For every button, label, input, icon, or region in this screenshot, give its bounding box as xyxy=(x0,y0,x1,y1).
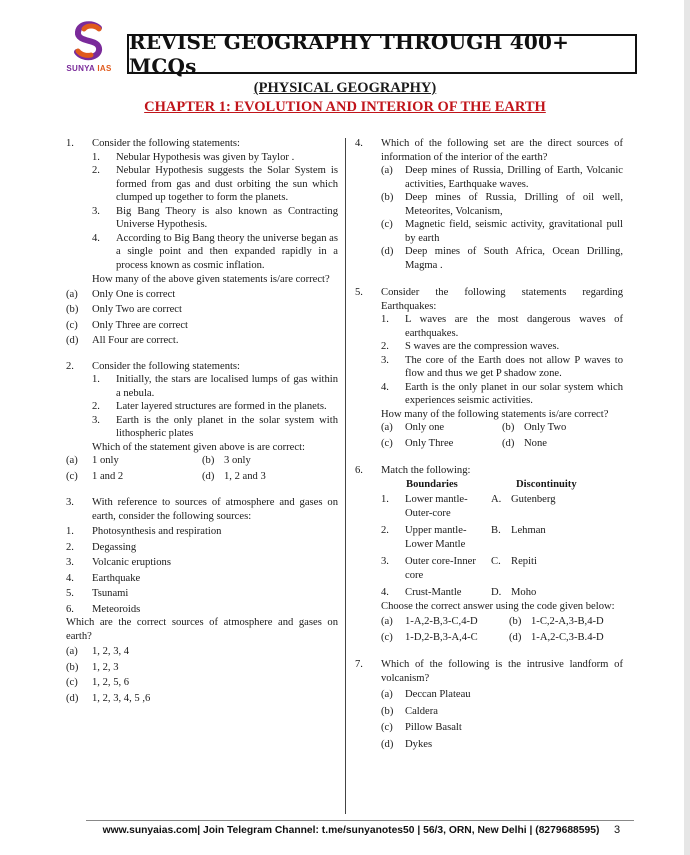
right-column xyxy=(355,137,623,751)
statement-list xyxy=(381,313,623,408)
option: (b) Only Two xyxy=(502,422,567,433)
option: (a) Only One is correct xyxy=(66,288,176,300)
page-title: REVISE GEOGRAPHY THROUGH 400+ MCQs xyxy=(129,30,570,78)
statement: 2. S waves are the compression waves. xyxy=(381,341,560,352)
option: (c) 1-D,2-B,3-A,4-C xyxy=(381,631,478,643)
question-number: 5. xyxy=(355,287,363,298)
statement: 3. Volcanic eruptions xyxy=(66,557,171,568)
match-row: 3. Outer core-Inner core C. Repiti xyxy=(381,556,537,581)
question-number: 1. xyxy=(66,138,74,149)
page-number: 3 xyxy=(614,824,621,836)
option-grid xyxy=(381,421,623,450)
option: (c) Only Three xyxy=(381,437,454,449)
question-number: 7. xyxy=(355,659,363,670)
option: (b) Caldera xyxy=(381,705,438,717)
chapter-title: CHAPTER 1: EVOLUTION AND INTERIOR OF THE EARTH xyxy=(144,99,546,115)
match-row: 1. Lower mantle-Outer-core A. Gutenberg xyxy=(381,494,556,519)
option: (d) 1, 2 and 3 xyxy=(202,470,266,482)
question-number: 2. xyxy=(66,360,74,372)
option: (d) None xyxy=(502,437,547,449)
question-text: With reference to sources of atmosphere and gases on earth, consider the following sources: xyxy=(92,497,338,522)
question-number: 4. xyxy=(355,138,363,149)
footer-rule xyxy=(86,820,634,821)
question-prompt: Which of the statement given above is are correct: xyxy=(92,441,305,453)
question-prompt: How many of the following statements is/are correct? xyxy=(381,408,609,420)
question-number: 3. xyxy=(66,497,74,508)
column-divider xyxy=(345,138,346,814)
option-list xyxy=(66,645,338,705)
question-2 xyxy=(66,360,338,484)
statement: 2. Later layered structures are formed in the planets. xyxy=(92,401,327,412)
option: (d) 1, 2, 3, 4, 5 ,6 xyxy=(66,692,151,704)
option: (d) Dykes xyxy=(381,738,433,750)
option: (a) 1, 2, 3, 4 xyxy=(66,646,130,657)
match-row: 2. Upper mantle-Lower Mantle B. Lehman xyxy=(381,525,546,550)
match-row: 4. Crust-Mantle D. Moho xyxy=(381,587,537,598)
statement: 3. Big Bang Theory is also known as Contracting Universe Hypothesis. xyxy=(92,205,338,230)
footer-contact: www.sunyaias.com| Join Telegram Channel: t.me/sunyanotes50 | 56/3, ORN, New Delhi | (8279688595) xyxy=(102,825,600,836)
option: (a) Only one xyxy=(381,422,445,433)
question-prompt: Choose the correct answer using the code given below: xyxy=(381,600,615,612)
option: (b) 3 only xyxy=(202,455,251,466)
question-5 xyxy=(355,286,623,450)
question-text: Consider the following statements: xyxy=(92,138,240,149)
option: (d) All Four are correct. xyxy=(66,335,179,346)
option: (d) Deep mines of South Africa, Ocean Drilling, Magma . xyxy=(381,246,623,271)
option-grid xyxy=(381,613,623,644)
logo-text: SUNYA IAS xyxy=(66,64,112,73)
question-text: Consider the following statements: xyxy=(92,360,240,372)
option: (b) Deep mines of Russia, Drilling of oil well, Meteorites, Volcanism, xyxy=(381,192,623,217)
question-text: Which of the following is the intrusive landform of volcanism? xyxy=(381,659,623,684)
question-text: Consider the following statements regarding Earthquakes: xyxy=(381,287,623,312)
statement-list xyxy=(92,151,338,273)
option: (c) Pillow Basalt xyxy=(381,722,462,733)
footer xyxy=(0,820,690,842)
option: (b) 1-C,2-A,3-B,4-D xyxy=(509,616,604,627)
option: (c) Only Three are correct xyxy=(66,319,188,331)
match-header-left: Boundaries xyxy=(406,478,458,490)
option-list xyxy=(381,164,623,272)
question-6 xyxy=(355,464,623,644)
statement: 6. Meteoroids xyxy=(66,603,141,615)
statement-list xyxy=(92,373,338,441)
section-subtitle: (PHYSICAL GEOGRAPHY) xyxy=(253,80,437,96)
statement: 4. Earth is the only planet in our solar system which experiences seismic activities. xyxy=(381,381,623,406)
question-text: Match the following: xyxy=(381,465,471,476)
option-list xyxy=(381,688,623,751)
option: (a) 1-A,2-B,3-C,4-D xyxy=(381,616,478,627)
match-header xyxy=(381,478,623,492)
option: (b) 1, 2, 3 xyxy=(66,661,119,673)
option: (c) Magnetic field, seismic activity, gravitational pull by earth xyxy=(381,219,623,244)
logo xyxy=(58,20,120,80)
option: (d) 1-A,2-C,3-B.4-D xyxy=(509,631,604,643)
option-grid xyxy=(66,454,338,483)
option: (a) 1 only xyxy=(66,455,119,466)
page-edge xyxy=(684,0,690,855)
statement: 2. Degassing xyxy=(66,541,137,553)
option-list xyxy=(66,288,338,348)
statement: 3. The core of the Earth does not allow P waves to flow and thus we get P shadow zone. xyxy=(381,354,623,379)
question-3 xyxy=(66,496,338,705)
statement: 1. L waves are the most dangerous waves of earthquakes. xyxy=(381,314,623,339)
question-prompt: How many of the above given statements is/are correct? xyxy=(92,274,330,285)
statement: 3. Earth is the only planet in the solar system with lithospheric plates xyxy=(92,414,338,439)
statement: 2. Nebular Hypothesis suggests the Solar System is formed from gas and dust orbiting the sun which clumped up together to form the planets. xyxy=(92,165,338,203)
option: (c) 1, 2, 5, 6 xyxy=(66,677,130,688)
statement: 4. Earthquake xyxy=(66,572,141,584)
statement: 1. Initially, the stars are localised lumps of gas within a nebula. xyxy=(92,374,338,399)
option: (b) Only Two are correct xyxy=(66,304,182,315)
question-1 xyxy=(66,137,338,348)
match-header-right: Discontinuity xyxy=(516,478,577,490)
statement: 1. Photosynthesis and respiration xyxy=(66,526,222,537)
question-4 xyxy=(355,137,623,272)
question-text: Which of the following set are the direct sources of information of the interior of the earth? xyxy=(381,138,623,163)
option: (a) Deep mines of Russia, Drilling of Earth, Volcanic activities, Earthquake waves. xyxy=(381,165,623,190)
question-7 xyxy=(355,658,623,751)
option: (a) Deccan Plateau xyxy=(381,689,471,700)
question-prompt: Which are the correct sources of atmosphere and gases on earth? xyxy=(66,617,338,642)
statement: 5. Tsunami xyxy=(66,588,129,599)
question-number: 6. xyxy=(355,465,363,476)
statement: 4. According to Big Bang theory the universe began as a single point and then expanded rapidly in a process known as cosmic inflation. xyxy=(92,232,338,271)
statement: 1. Nebular Hypothesis was given by Taylor . xyxy=(92,151,295,163)
statement-list xyxy=(66,525,338,616)
logo-mark-icon xyxy=(69,20,109,62)
left-column xyxy=(66,137,338,705)
title-box xyxy=(127,30,637,78)
option: (c) 1 and 2 xyxy=(66,470,124,482)
